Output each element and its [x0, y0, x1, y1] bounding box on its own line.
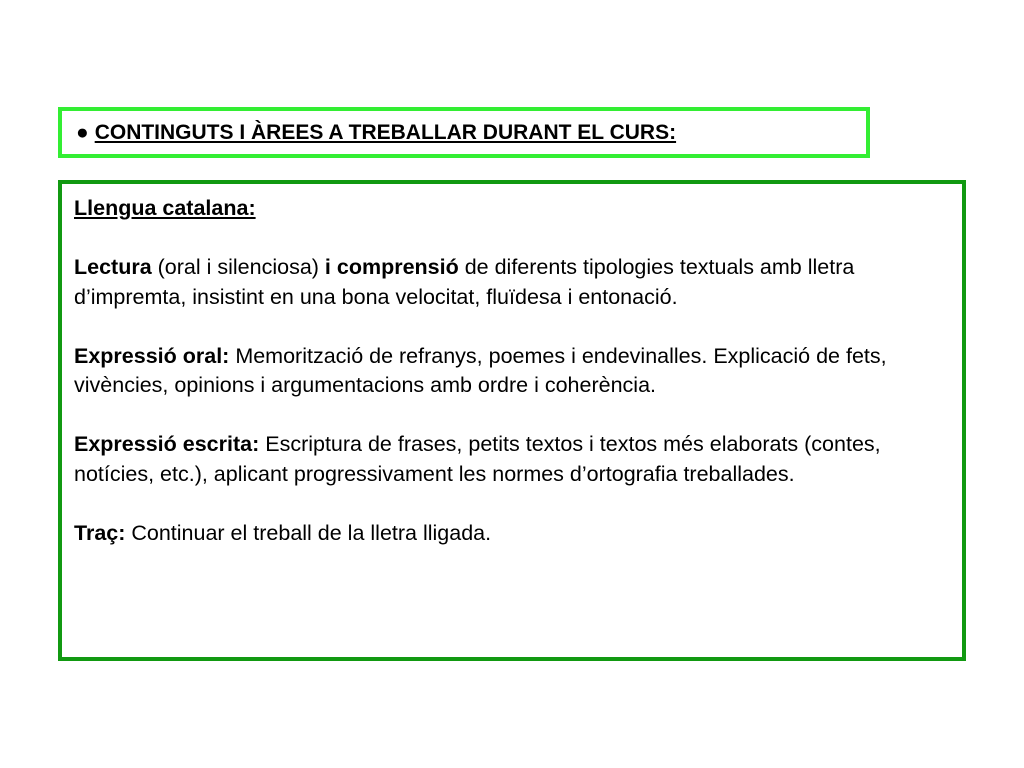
- slide-title: [76, 121, 676, 145]
- text-lectura-2: de diferents tipologies textuals amb lletra d’impremta, insistint en una bona velocitat, fluïdesa i entonació.: [74, 255, 855, 309]
- content-body: [74, 194, 954, 548]
- text-lectura-1: (oral i silenciosa): [151, 255, 325, 279]
- term-comprensio: i comprensió: [324, 255, 459, 279]
- term-expressio-oral: Expressió oral:: [74, 343, 230, 368]
- term-lectura: Lectura: [74, 255, 152, 279]
- section-heading: Llengua catalana:: [74, 196, 256, 220]
- content-box: [58, 180, 966, 661]
- term-expressio-escrita: Expressió escrita:: [74, 432, 260, 456]
- paragraph-expressio-oral: [74, 342, 954, 401]
- term-trac: Traç:: [74, 520, 126, 545]
- paragraph-lectura: [74, 253, 954, 312]
- paragraph-trac: [74, 519, 954, 549]
- bullet-icon: ●: [76, 120, 89, 144]
- title-box: [58, 107, 870, 158]
- text-trac: Continuar el treball de la lletra lligada.: [125, 520, 492, 545]
- paragraph-expressio-escrita: [74, 430, 954, 489]
- title-label: CONTINGUTS I ÀREES A TREBALLAR DURANT EL CURS:: [94, 120, 677, 144]
- text-expressio-escrita: Escriptura de frases, petits textos i textos més elaborats (contes, notícies, etc.), aplicant progressivament les normes d’ortografia treballades.: [74, 432, 881, 486]
- text-expressio-oral: Memorització de refranys, poemes i endevinalles. Explicació de fets, vivències, opinions i argumentacions amb ordre i coherència.: [74, 343, 887, 397]
